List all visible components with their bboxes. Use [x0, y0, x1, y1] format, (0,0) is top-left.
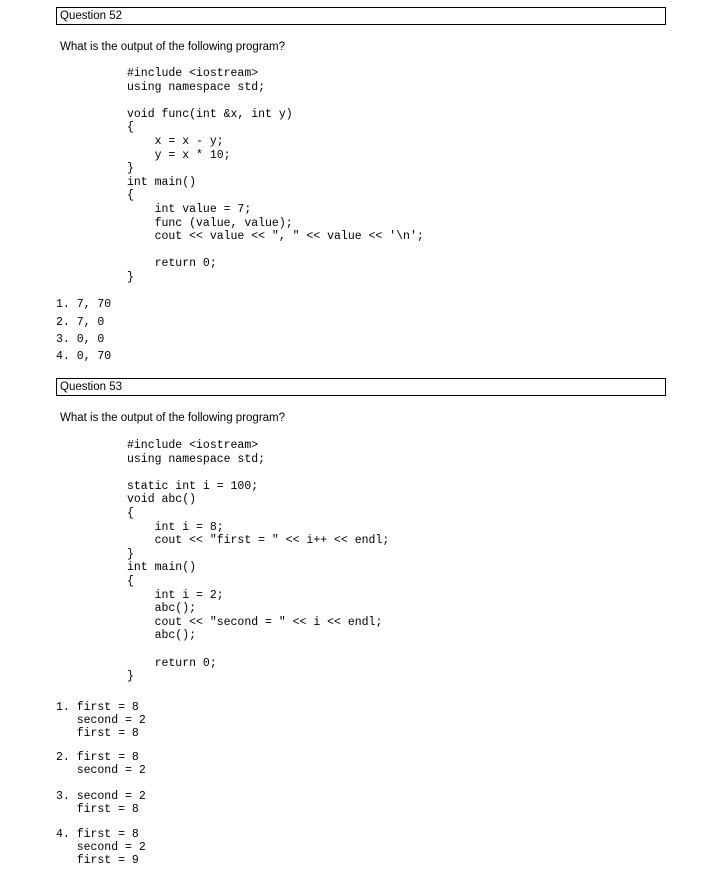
question-53-option-2: 2. first = 8 second = 2	[56, 751, 146, 777]
question-52-option-2: 2. 7, 0	[56, 316, 105, 329]
question-53-option-1: 1. first = 8 second = 2 first = 8	[56, 701, 146, 740]
question-53-option-4: 4. first = 8 second = 2 first = 9	[56, 828, 146, 867]
question-52-option-3: 3. 0, 0	[56, 333, 105, 346]
question-53-prompt: What is the output of the following program?	[60, 412, 286, 424]
question-53-code: #include <iostream> using namespace std; static int i = 100; void abc() { int i = 8; cout << "first = " << i++ << endl; } int main() { int i = 2; abc(); cout << "second = " << i << endl; abc(); return 0; }	[127, 439, 390, 684]
question-52-header: Question 52	[56, 7, 666, 25]
question-53-header: Question 53	[56, 378, 666, 396]
question-52-option-4: 4. 0, 70	[56, 350, 112, 363]
question-52-prompt: What is the output of the following program?	[60, 41, 286, 53]
question-53-option-3: 3. second = 2 first = 8	[56, 790, 146, 816]
question-52-option-1: 1. 7, 70	[56, 298, 112, 311]
question-52-code: #include <iostream> using namespace std; void func(int &x, int y) { x = x - y; y = x * 10; } int main() { int value = 7; func (value, value); cout << value << ", " << value << '\n'; return 0; }	[127, 67, 424, 284]
